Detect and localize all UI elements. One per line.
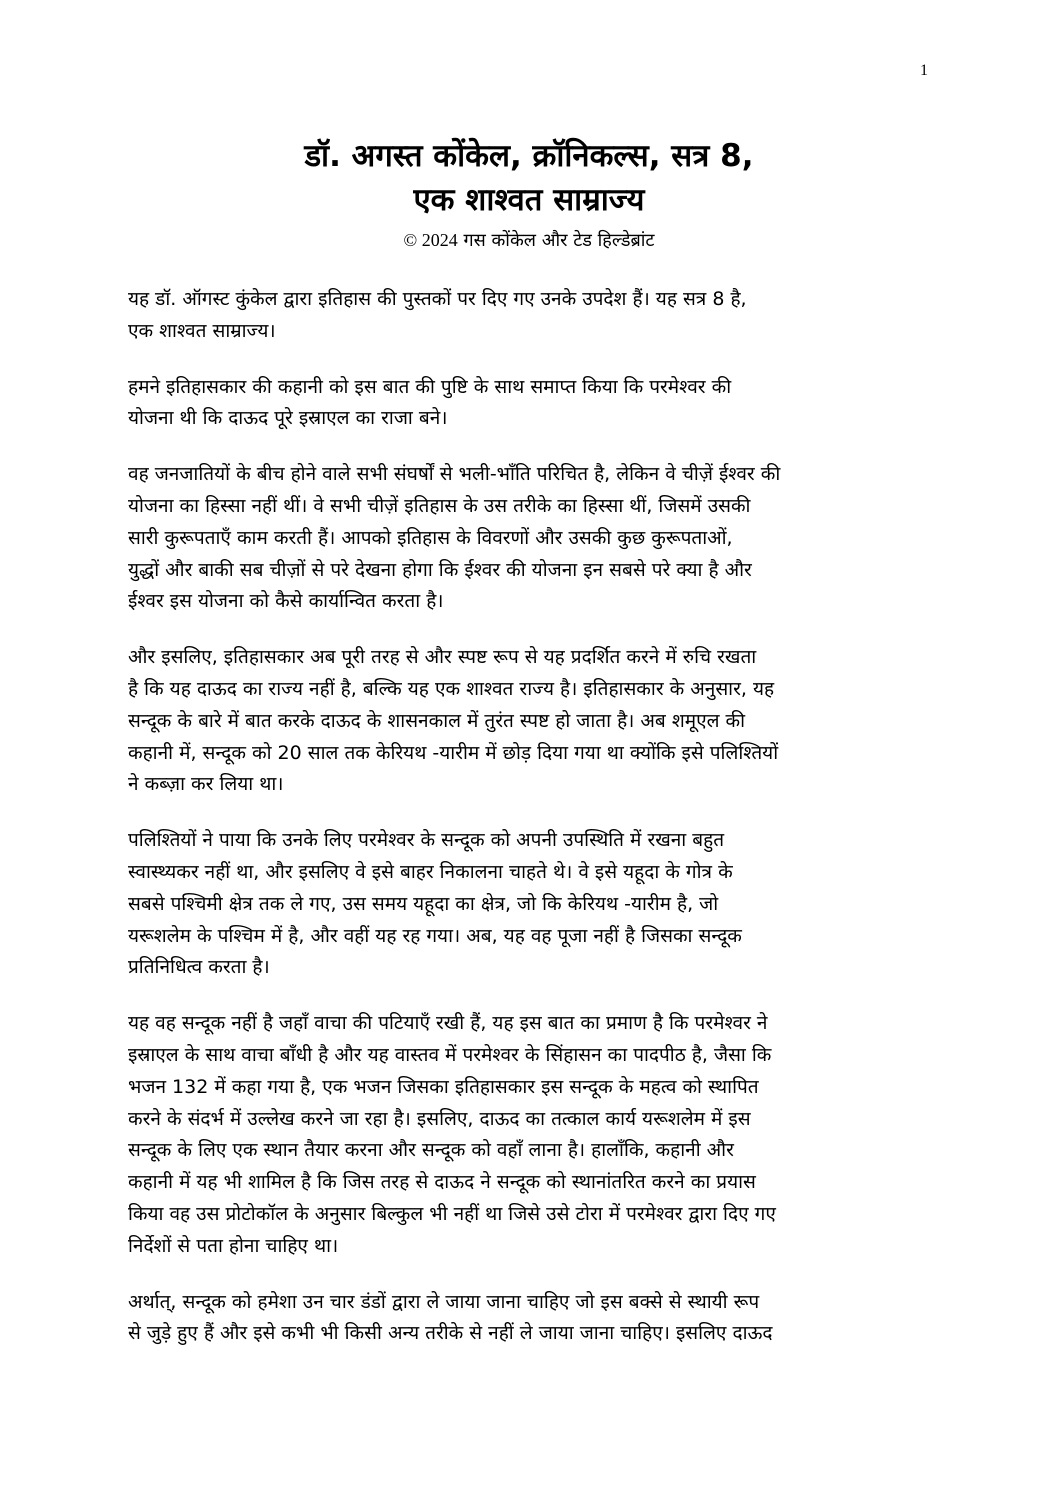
copyright-line: [0, 226, 1058, 255]
text-line: पलिश्तियों ने पाया कि उनके लिए परमेश्वर के सन्दूक को अपनी उपस्थिति में रखना बहुत: [128, 829, 725, 852]
paragraph: [128, 372, 948, 436]
text-line: सन्दूक के लिए एक स्थान तैयार करना और सन्दूक को वहाँ लाना है। हालाँकि, कहानी और: [128, 1139, 734, 1162]
text-line: प्रतिनिधित्व करता है।: [128, 956, 270, 979]
text-line: युद्धों और बाकी सब चीज़ों से परे देखना होगा कि ईश्वर की योजना इन सबसे परे क्या है और: [128, 558, 752, 581]
page-number: 1: [920, 62, 928, 79]
text-line: है कि यह दाऊद का राज्य नहीं है, बल्कि यह एक शाश्वत राज्य है। इतिहासकार के अनुसार, यह: [128, 677, 775, 700]
text-line: यह वह सन्दूक नहीं है जहाँ वाचा की पटियाएँ रखी हैं, यह इस बात का प्रमाण है कि परमेश्वर ने: [128, 1012, 768, 1035]
paragraph: [128, 459, 948, 618]
text-line: सबसे पश्चिमी क्षेत्र तक ले गए, उस समय यहूदा का क्षेत्र, जो कि केरियथ -यारीम है, जो: [128, 892, 719, 915]
copyright-authors: गस कोंकेल और टेड हिल्डेब्रांट: [463, 230, 655, 251]
paragraph: [128, 642, 948, 801]
paragraph: [128, 1008, 948, 1262]
text-line: हमने इतिहासकार की कहानी को इस बात की पुष्टि के साथ समाप्त किया कि परमेश्वर की: [128, 375, 732, 398]
text-line: इस्राएल के साथ वाचा बाँधी है और यह वास्तव में परमेश्वर के सिंहासन का पादपीठ है, जैसा कि: [128, 1043, 772, 1066]
paragraph: [128, 284, 948, 348]
text-line: कहानी में, सन्दूक को 20 साल तक केरियथ -यारीम में छोड़ दिया गया था क्योंकि इसे पलिश्तियों: [128, 741, 779, 764]
text-line: किया वह उस प्रोटोकॉल के अनुसार बिल्कुल भी नहीं था जिसे उसे टोरा में परमेश्वर द्वारा दिए गए: [128, 1202, 776, 1225]
paragraph: [128, 1287, 948, 1351]
text-line: अर्थात्, सन्दूक को हमेशा उन चार डंडों द्वारा ले जाया जाना चाहिए जो इस बक्से से स्थायी रूप: [128, 1290, 760, 1313]
text-line: सन्दूक के बारे में बात करके दाऊद के शासनकाल में तुरंत स्पष्ट हो जाता है। अब शमूएल की: [128, 709, 746, 732]
text-line: योजना थी कि दाऊद पूरे इस्राएल का राजा बने।: [128, 407, 448, 430]
text-line: एक शाश्वत साम्राज्य।: [128, 319, 276, 342]
text-line: वह जनजातियों के बीच होने वाले सभी संघर्षों से भली-भाँति परिचित है, लेकिन वे चीज़ें ईश्वर की: [128, 463, 781, 486]
text-line: करने के संदर्भ में उल्लेख करने जा रहा है। इसलिए, दाऊद का तत्काल कार्य यरूशलेम में इस: [128, 1107, 751, 1130]
text-line: भजन 132 में कहा गया है, एक भजन जिसका इतिहासकार इस सन्दूक के महत्व को स्थापित: [128, 1075, 759, 1098]
text-line: सारी कुरूपताएँ काम करती हैं। आपको इतिहास के विवरणों और उसकी कुछ कुरूपताओं,: [128, 526, 733, 549]
title-line: एक शाश्वत साम्राज्य: [413, 182, 645, 218]
title-line: डॉ. अगस्त कोंकेल, क्रॉनिकल्स, सत्र 8,: [304, 138, 754, 174]
document-body: [128, 284, 948, 1374]
text-line: यह डॉ. ऑगस्ट कुंकेल द्वारा इतिहास की पुस्तकों पर दिए गए उनके उपदेश हैं। यह सत्र 8 है,: [128, 288, 747, 310]
text-line: स्वास्थ्यकर नहीं था, और इसलिए वे इसे बाहर निकालना चाहते थे। वे इसे यहूदा के गोत्र के: [128, 860, 733, 883]
copyright-symbol: © 2024: [403, 230, 458, 250]
text-line: से जुड़े हुए हैं और इसे कभी भी किसी अन्य तरीके से नहीं ले जाया जाना चाहिए। इसलिए दाऊद: [128, 1322, 773, 1345]
text-line: यरूशलेम के पश्चिम में है, और वहीं यह रह गया। अब, यह वह पूजा नहीं है जिसका सन्दूक: [128, 924, 742, 947]
text-line: निर्देशों से पता होना चाहिए था।: [128, 1234, 339, 1257]
paragraph: [128, 825, 948, 984]
text-line: योजना का हिस्सा नहीं थीं। वे सभी चीज़ें इतिहास के उस तरीके का हिस्सा थीं, जिसमें उसकी: [128, 494, 751, 517]
document-title: [0, 134, 1058, 222]
text-line: ने कब्ज़ा कर लिया था।: [128, 773, 284, 796]
text-line: ईश्वर इस योजना को कैसे कार्यान्वित करता है।: [128, 590, 444, 613]
text-line: कहानी में यह भी शामिल है कि जिस तरह से दाऊद ने सन्दूक को स्थानांतरित करने का प्रयास: [128, 1171, 756, 1194]
text-line: और इसलिए, इतिहासकार अब पूरी तरह से और स्पष्ट रूप से यह प्रदर्शित करने में रुचि रखता: [128, 646, 757, 669]
